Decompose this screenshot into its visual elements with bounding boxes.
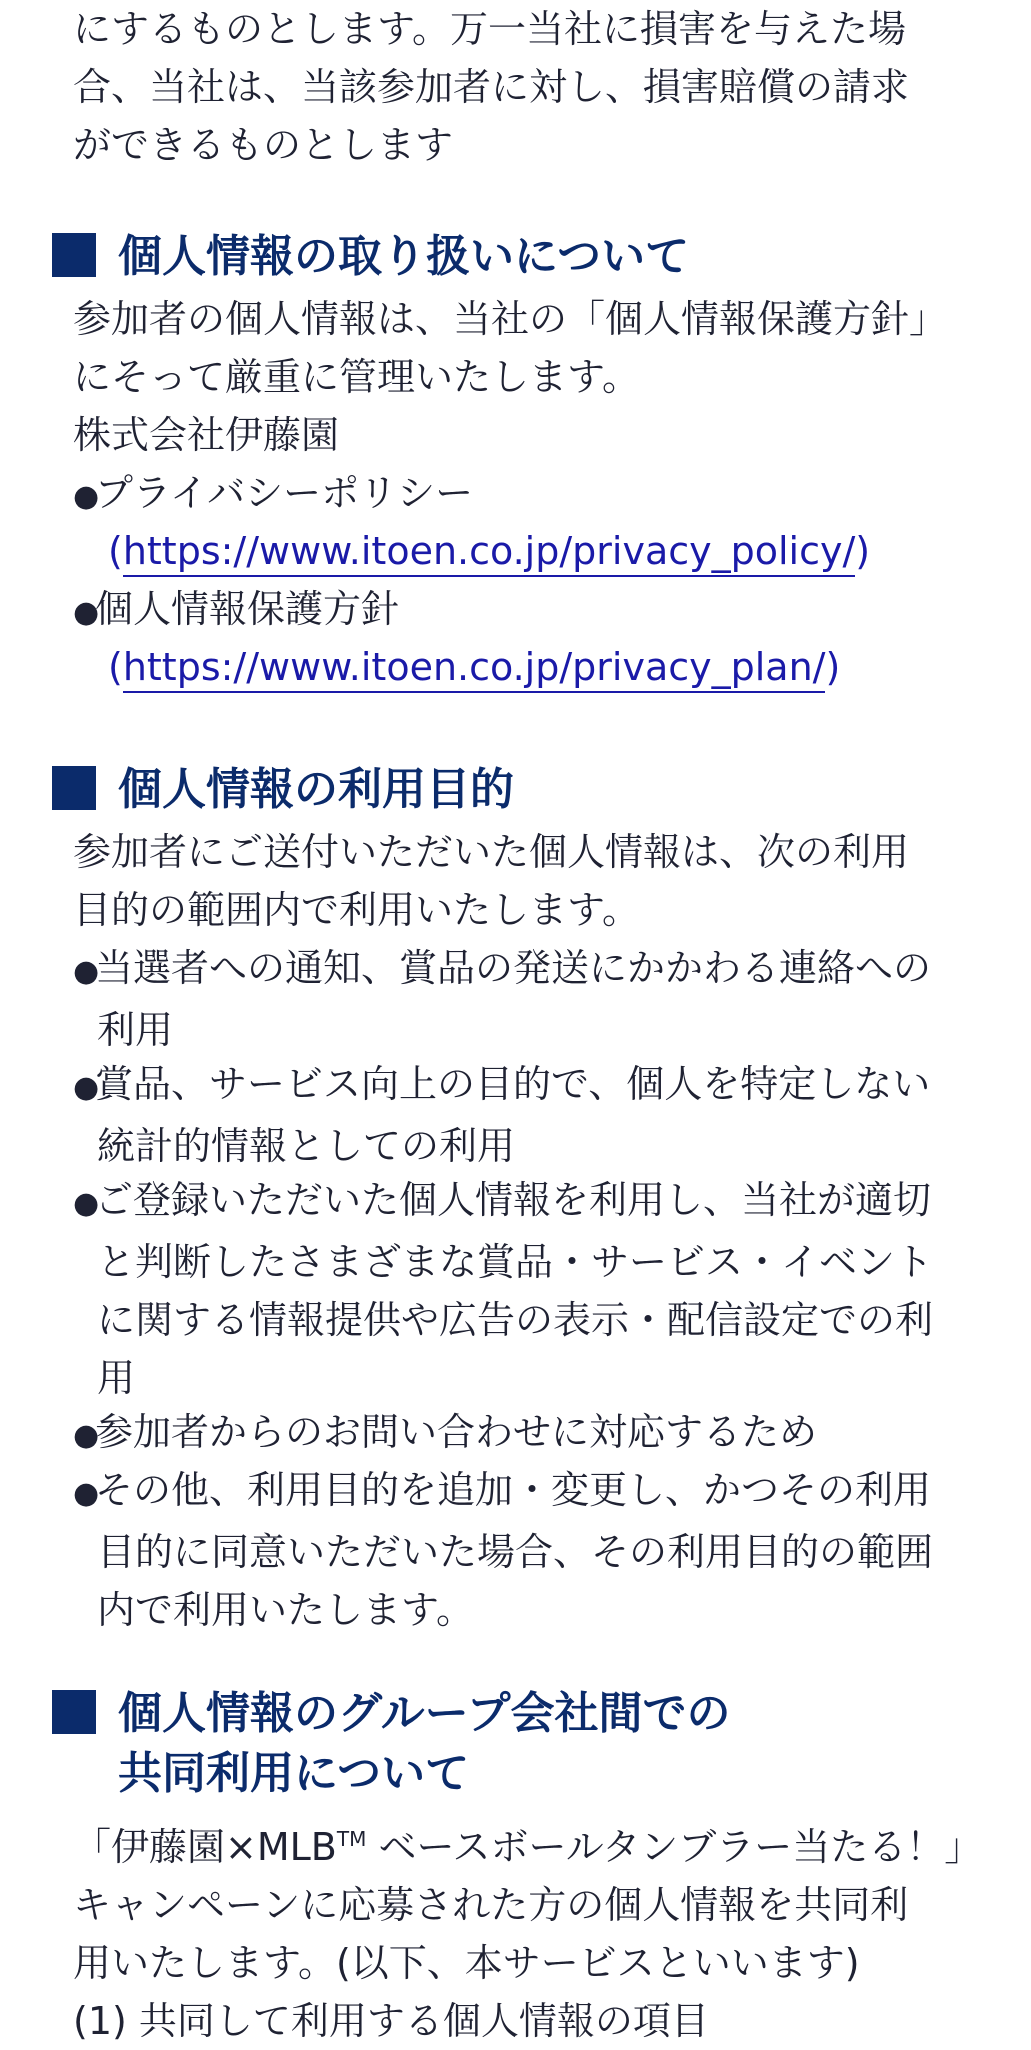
body-line: 用いたします。(以下、本サービスといいます) — [73, 1941, 860, 1985]
section-heading-group-sharing — [52, 1684, 730, 1804]
privacy-plan-item — [73, 580, 973, 642]
body-line: 参加者の個人情報は、当社の「個人情報保護方針」 — [73, 297, 948, 341]
intro-paragraph — [73, 0, 973, 174]
usage-bullet-item — [73, 1055, 973, 1175]
privacy-policy-item — [73, 464, 973, 526]
open-paren: ( — [108, 645, 123, 689]
campaign-name-end: ベースボールタンブラー当たる！」 — [366, 1825, 983, 1869]
bullet-text: 参加者からのお問い合わせに対応するため — [95, 1410, 818, 1454]
heading-text: 個人情報の利用目的 — [118, 764, 514, 815]
privacy-plan-link[interactable]: https://www.itoen.co.jp/privacy_plan/ — [123, 645, 826, 693]
bullet-icon: ● — [73, 1070, 100, 1105]
privacy-policy-link[interactable]: https://www.itoen.co.jp/privacy_policy/ — [123, 529, 855, 577]
heading-square-icon — [52, 1690, 96, 1734]
bullet-cont: 内で利用いたします。 — [97, 1588, 474, 1632]
heading-line: 共同利用について — [118, 1748, 470, 1799]
close-paren: ) — [825, 645, 841, 689]
heading-text: 個人情報の取り扱いについて — [118, 231, 690, 282]
heading-text — [118, 1684, 730, 1804]
bullet-cont: に関する情報提供や広告の表示・配信設定での利 — [97, 1298, 934, 1342]
privacy-policy-label: プライバシーポリシー — [95, 471, 474, 515]
body-line: キャンペーンに応募された方の個人情報を共同利 — [73, 1883, 909, 1927]
privacy-plan-link-line — [108, 638, 840, 696]
campaign-line — [73, 1810, 983, 1876]
bullet-text: その他、利用目的を追加・変更し、かつその利用 — [95, 1468, 932, 1512]
usage-purpose-body — [73, 823, 973, 939]
bullet-text: 当選者への通知、賞品の発送にかかわる連絡への — [95, 946, 932, 990]
heading-square-icon — [52, 233, 96, 277]
bullet-cont: 統計的情報としての利用 — [97, 1124, 516, 1168]
close-paren: ) — [855, 529, 871, 573]
company-name: 株式会社伊藤園 — [73, 413, 340, 457]
bullet-cont: 用 — [97, 1356, 136, 1400]
bullet-icon: ● — [73, 1186, 100, 1221]
usage-bullet-item — [73, 1461, 973, 1639]
usage-bullet-item — [73, 1171, 973, 1407]
body-line: (1) 共同して利用する個人情報の項目 — [73, 1999, 709, 2043]
bullet-icon: ● — [73, 954, 100, 989]
intro-line: 合、当社は、当該参加者に対し、損害賠償の請求 — [73, 65, 910, 109]
open-paren: ( — [108, 529, 123, 573]
bullet-cont: 目的に同意いただいた場合、その利用目的の範囲 — [97, 1530, 934, 1574]
bullet-icon: ● — [73, 595, 100, 630]
privacy-policy-link-line — [108, 522, 870, 580]
body-line: 目的の範囲内で利用いたします。 — [73, 888, 640, 932]
heading-line: 個人情報のグループ会社間での — [118, 1688, 731, 1739]
heading-square-icon — [52, 766, 96, 810]
campaign-name-start: 「伊藤園×MLB — [73, 1825, 337, 1869]
bullet-cont: 利用 — [97, 1008, 174, 1052]
bullet-icon: ● — [73, 1418, 100, 1453]
bullet-text: ご登録いただいた個人情報を利用し、当社が適切 — [95, 1178, 932, 1222]
intro-line: ができるものとします — [73, 123, 454, 167]
bullet-icon: ● — [73, 479, 100, 514]
body-line: にそって厳重に管理いたします。 — [73, 355, 640, 399]
usage-bullet-item — [73, 939, 973, 1059]
usage-bullet-item — [73, 1403, 973, 1465]
privacy-handling-body — [73, 290, 973, 464]
trademark-mark: TM — [336, 1827, 367, 1851]
bullet-icon: ● — [73, 1476, 100, 1511]
section-heading-usage-purpose — [52, 760, 514, 820]
group-sharing-body — [73, 1810, 983, 2050]
section-heading-privacy-handling — [52, 227, 689, 287]
intro-line: にするものとします。万一当社に損害を与えた場 — [73, 7, 906, 51]
bullet-text: 賞品、サービス向上の目的で、個人を特定しない — [95, 1062, 931, 1106]
privacy-plan-label: 個人情報保護方針 — [95, 587, 400, 631]
bullet-cont: と判断したさまざまな賞品・サービス・イベント — [97, 1240, 934, 1284]
body-line: 参加者にご送付いただいた個人情報は、次の利用 — [73, 830, 910, 874]
